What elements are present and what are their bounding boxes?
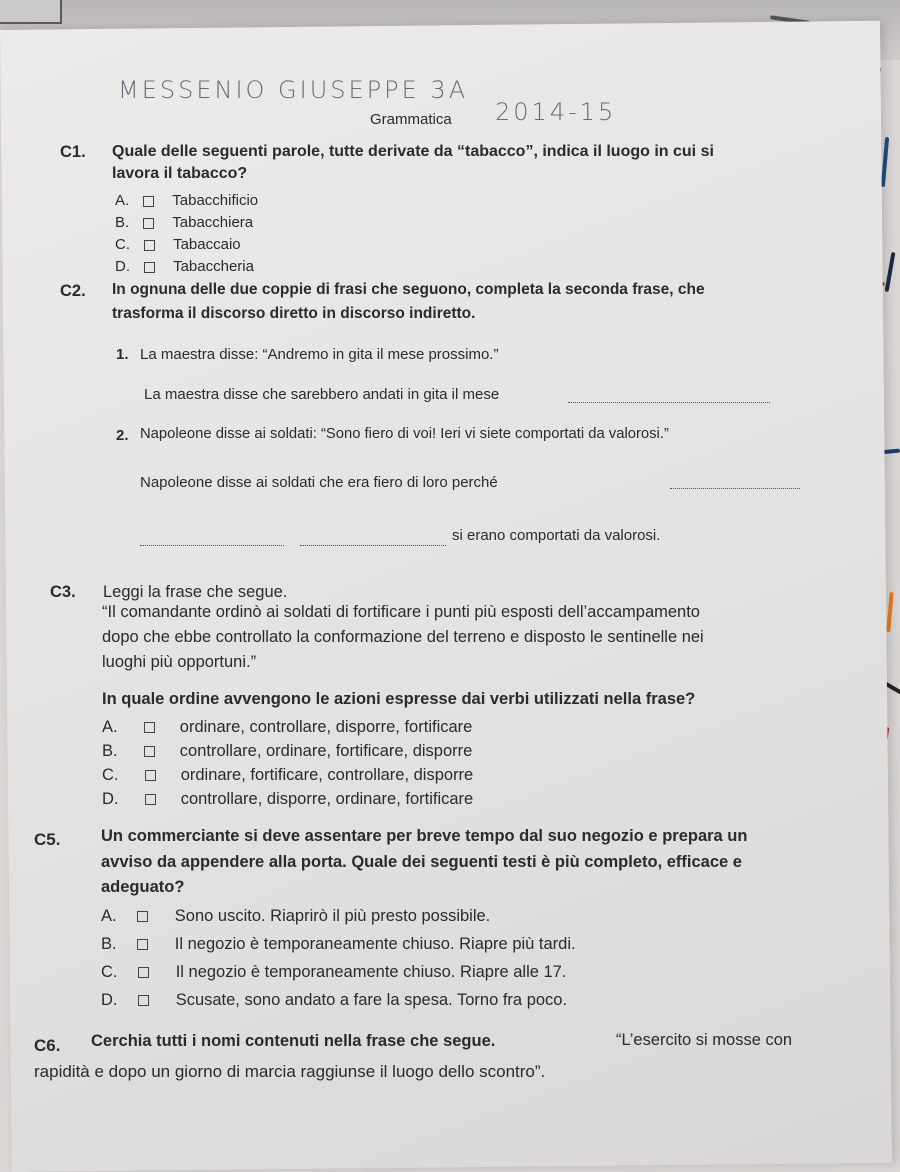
c1-question-line2: lavora il tabacco?	[112, 165, 248, 182]
option-letter: C.	[101, 963, 118, 981]
checkbox[interactable]	[138, 967, 149, 978]
option-text: Il negozio è temporaneamente chiuso. Riapre alle 17.	[175, 963, 567, 981]
c6-quote-part1: “L’esercito si mosse con	[616, 1031, 793, 1049]
c3-quote-line2: dopo che ebbe controllato la conformazione del terreno e disposto le sentinelle nei	[102, 628, 704, 646]
c5-option-a[interactable]	[101, 907, 490, 926]
option-text: Tabaccaio	[173, 236, 241, 253]
c5-question-line2: avviso da appendere alla porta. Quale dei seguenti testi è più completo, efficace e	[101, 853, 742, 871]
c2-item2-answer-line-1[interactable]	[670, 488, 800, 489]
option-text: controllare, disporre, ordinare, fortificare	[180, 790, 474, 808]
c2-item2-answer-line-3[interactable]	[300, 545, 446, 546]
c5-number: C5.	[34, 830, 61, 849]
checkbox[interactable]	[145, 794, 156, 805]
c3-option-a[interactable]	[102, 718, 472, 737]
option-letter: B.	[115, 214, 130, 231]
c2-question-line1: In ognuna delle due coppie di frasi che seguono, completa la seconda frase, che	[112, 281, 705, 298]
c3-quote-line1: “Il comandante ordinò ai soldati di fortificare i punti più esposti dell’accampamento	[102, 603, 700, 621]
option-text: Sono uscito. Riaprirò il più presto possibile.	[174, 907, 491, 925]
c3-question: In quale ordine avvengono le azioni espresse dai verbi utilizzati nella frase?	[102, 690, 696, 708]
c3-option-c[interactable]	[102, 766, 473, 785]
checkbox[interactable]	[144, 262, 155, 273]
c1-option-a[interactable]	[115, 192, 258, 209]
c1-number: C1.	[60, 143, 86, 161]
c3-quote-line3: luoghi più opportuni.”	[102, 653, 257, 671]
handwritten-year: 2014-15	[495, 98, 617, 126]
option-text: Tabaccheria	[173, 258, 254, 275]
checkbox[interactable]	[143, 218, 154, 229]
c2-question-line2: trasforma il discorso diretto in discorso indiretto.	[112, 305, 476, 322]
option-letter: B.	[102, 742, 118, 760]
c2-item1-direct: La maestra disse: “Andremo in gita il mese prossimo.”	[140, 346, 499, 363]
option-letter: A.	[102, 718, 118, 736]
checkbox[interactable]	[143, 196, 154, 207]
checkbox[interactable]	[144, 722, 155, 733]
c6-line2: rapidità e dopo un giorno di marcia raggiunse il luogo dello scontro”.	[34, 1062, 546, 1081]
option-letter: D.	[102, 790, 119, 808]
c2-item1-indirect: La maestra disse che sarebbero andati in gita il mese	[144, 386, 500, 403]
checkbox[interactable]	[137, 911, 148, 922]
c5-option-d[interactable]	[101, 991, 567, 1010]
option-text: ordinare, fortificare, controllare, disporre	[180, 766, 474, 784]
checkbox[interactable]	[144, 746, 155, 757]
c1-option-c[interactable]	[115, 236, 241, 253]
option-text: Tabacchiera	[172, 214, 254, 231]
option-letter: A.	[101, 907, 117, 925]
c5-question-line1: Un commerciante si deve assentare per breve tempo dal suo negozio e prepara un	[101, 827, 748, 845]
c2-item1-answer-line[interactable]	[568, 402, 770, 403]
c1-option-d[interactable]	[115, 258, 254, 275]
folder-corner	[0, 0, 62, 24]
c2-item2-direct: Napoleone disse ai soldati: “Sono fiero di voi! Ieri vi siete comportati da valorosi.”	[140, 426, 669, 442]
c2-item2-end: si erano comportati da valorosi.	[452, 527, 661, 544]
c5-question-line3: adeguato?	[101, 878, 185, 896]
option-text: Tabacchificio	[172, 192, 259, 209]
checkbox[interactable]	[137, 939, 148, 950]
handwritten-name: MESSENIO GIUSEPPE 3A	[118, 76, 469, 104]
checkbox[interactable]	[144, 240, 155, 251]
c6-line1: Cerchia tutti i nomi contenuti nella frase che segue.	[91, 1032, 496, 1050]
c2-item2-number: 2.	[116, 427, 129, 444]
c1-option-b[interactable]	[115, 214, 253, 231]
option-letter: D.	[115, 258, 130, 275]
option-text: Il negozio è temporaneamente chiuso. Riapre più tardi.	[174, 935, 576, 953]
c3-option-b[interactable]	[102, 742, 472, 761]
checkbox[interactable]	[138, 995, 149, 1006]
option-letter: A.	[115, 192, 130, 209]
option-text: controllare, ordinare, fortificare, disporre	[179, 742, 473, 760]
c1-question-line1: Quale delle seguenti parole, tutte derivate da “tabacco”, indica il luogo in cui si	[112, 143, 714, 160]
c2-item2-indirect: Napoleone disse ai soldati che era fiero di loro perché	[140, 474, 498, 491]
c5-option-c[interactable]	[101, 963, 566, 982]
option-letter: D.	[101, 991, 118, 1009]
c5-option-b[interactable]	[101, 935, 576, 954]
c3-intro: Leggi la frase che segue.	[103, 583, 288, 601]
option-letter: C.	[102, 766, 119, 784]
option-letter: C.	[115, 236, 130, 253]
option-letter: B.	[101, 935, 117, 953]
page-title: Grammatica	[370, 111, 452, 128]
option-text: ordinare, controllare, disporre, fortificare	[179, 718, 473, 736]
c3-number: C3.	[50, 583, 76, 601]
c2-item2-answer-line-2[interactable]	[140, 545, 284, 546]
checkbox[interactable]	[145, 770, 156, 781]
option-text: Scusate, sono andato a fare la spesa. Torno fra poco.	[175, 991, 568, 1009]
c3-option-d[interactable]	[102, 790, 473, 809]
c2-number: C2.	[60, 282, 86, 300]
c2-item1-number: 1.	[116, 346, 129, 363]
c6-number: C6.	[34, 1036, 61, 1055]
